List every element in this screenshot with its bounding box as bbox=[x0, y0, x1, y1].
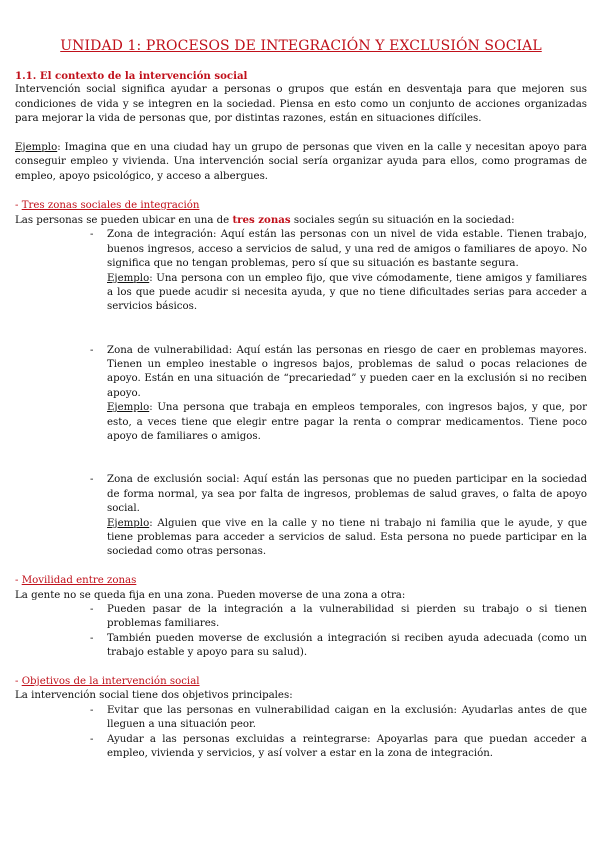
zone-description: Zona de exclusión social: Aquí están las personas que no pueden participar en la sociedad de forma normal, ya sea por falta de ingresos, problemas de salud graves, o falta de apoyo social. bbox=[107, 474, 587, 515]
list-item-text: Pueden pasar de la integración a la vulnerabilidad si pierden su trabajo o si tienen problemas familiares. bbox=[107, 603, 587, 630]
objectives-heading-text: Objetivos de la intervención social bbox=[21, 675, 200, 687]
example-paragraph bbox=[15, 141, 587, 184]
heading-dash: - bbox=[15, 675, 22, 687]
bullet-dash: - bbox=[90, 704, 94, 716]
list-item bbox=[15, 603, 587, 632]
zones-intro bbox=[15, 213, 587, 228]
intro-paragraph: Intervención social significa ayudar a personas o grupos que están en desventaja para que mejoren sus condiciones de vida y se integren en la sociedad. Piensa en esto como un conjunto de acciones organizadas para mejorar la vida de personas que, por distintas razones, están en situaciones difíciles. bbox=[15, 84, 587, 125]
zone-item-integration bbox=[15, 228, 587, 314]
example-label: Ejemplo bbox=[107, 517, 150, 529]
zones-intro-bold: tres zonas bbox=[232, 214, 291, 227]
list-item-text: También pueden moverse de exclusión a integración si reciben ayuda adecuada (como un trabajo estable y apoyo para su salud). bbox=[107, 632, 587, 659]
zones-list bbox=[15, 228, 587, 559]
spacer bbox=[15, 315, 587, 329]
spacer bbox=[15, 127, 587, 141]
objectives-intro: La intervención social tiene dos objetivos principales: bbox=[15, 690, 293, 702]
list-item bbox=[15, 704, 587, 733]
section-heading: 1.1. El contexto de la intervención social bbox=[15, 70, 248, 82]
spacer bbox=[15, 459, 587, 473]
example-text: : Imagina que en una ciudad hay un grupo de personas que viven en la calle y necesitan apoyo para conseguir empleo y vivienda. Una intervención social sería organizar ayuda para ellos, como programas de empleo, apoyo psicológico, y acceso a albergues. bbox=[15, 142, 587, 182]
list-item-text: Evitar que las personas en vulnerabilidad caigan en la exclusión: Ayudarlas antes de que lleguen a una situación peor. bbox=[107, 704, 587, 731]
bullet-dash: - bbox=[90, 229, 94, 241]
mobility-heading-text: Movilidad entre zonas bbox=[21, 575, 137, 587]
spacer bbox=[15, 184, 587, 198]
zone-description: Zona de integración: Aquí están las personas con un nivel de vida estable. Tienen trabajo, buenos ingresos, acceso a servicios de salud, y una red de amigos o familiares de apoyo. No significa que no tengan problemas, pero sí que su situación es bastante segura. bbox=[107, 229, 587, 270]
example-label: Ejemplo bbox=[15, 142, 58, 154]
zones-intro-after: sociales según su situación en la sociedad: bbox=[290, 215, 515, 227]
zones-heading-text: Tres zonas sociales de integración bbox=[21, 199, 200, 211]
list-item bbox=[15, 733, 587, 762]
bullet-dash: - bbox=[90, 603, 94, 615]
bullet-dash: - bbox=[90, 344, 94, 356]
zone-item-vulnerability bbox=[15, 344, 587, 445]
objectives-heading bbox=[15, 675, 587, 689]
list-item-text: Ayudar a las personas excluidas a reintegrarse: Apoyarlas para que puedan acceder a empleo, vivienda y servicios, y así volver a estar en la zona de integración. bbox=[107, 733, 587, 759]
example-label: Ejemplo bbox=[107, 402, 150, 414]
zone-description: Zona de vulnerabilidad: Aquí están las personas en riesgo de caer en problemas mayores. Tienen un empleo inestable o ingresos bajos, problemas de salud o pocas relaciones de apoyo. Están en una situación de “precariedad” y pueden caer en la exclusión si no reciben apoyo. bbox=[107, 344, 587, 399]
zones-heading bbox=[15, 199, 587, 213]
mobility-intro: La gente no se queda fija en una zona. Pueden moverse de una zona a otra: bbox=[15, 589, 406, 601]
spacer bbox=[15, 329, 587, 343]
zone-item-exclusion bbox=[15, 473, 587, 559]
zone-example-text: : Una persona con un empleo fijo, que vive cómodamente, tiene amigos y familiares a los que puede acudir si necesita ayuda, y que no tiene dificultades serias para acceder a servicios básicos. bbox=[107, 272, 587, 313]
objectives-list bbox=[15, 704, 587, 762]
spacer bbox=[15, 445, 587, 459]
zone-example-text: : Alguien que vive en la calle y no tiene ni trabajo ni familia que le ayude, y que tiene problemas para acceder a servicios de salud. Esta persona no puede participar en la sociedad como otras personas. bbox=[107, 517, 587, 558]
heading-dash: - bbox=[15, 575, 22, 587]
heading-dash: - bbox=[15, 199, 22, 211]
bullet-dash: - bbox=[90, 733, 94, 745]
example-label: Ejemplo bbox=[107, 272, 150, 284]
zone-example bbox=[107, 517, 587, 560]
zones-intro-before: Las personas se pueden ubicar en una de bbox=[15, 215, 233, 227]
spacer bbox=[15, 661, 587, 675]
mobility-list bbox=[15, 603, 587, 661]
zone-example-text: : Una persona que trabaja en empleos temporales, con ingresos bajos, y que, por esto, a veces tiene que elegir entre pagar la renta o comprar medicamentos. Tiene poco apoyo de familiares o amigos. bbox=[107, 402, 587, 443]
document-title: UNIDAD 1: PROCESOS DE INTEGRACIÓN Y EXCLUSIÓN SOCIAL bbox=[60, 38, 542, 54]
zone-example bbox=[107, 401, 587, 444]
bullet-dash: - bbox=[90, 474, 94, 486]
list-item bbox=[15, 632, 587, 661]
mobility-heading bbox=[15, 574, 587, 588]
zone-example bbox=[107, 272, 587, 315]
spacer bbox=[15, 560, 587, 574]
bullet-dash: - bbox=[90, 632, 94, 644]
